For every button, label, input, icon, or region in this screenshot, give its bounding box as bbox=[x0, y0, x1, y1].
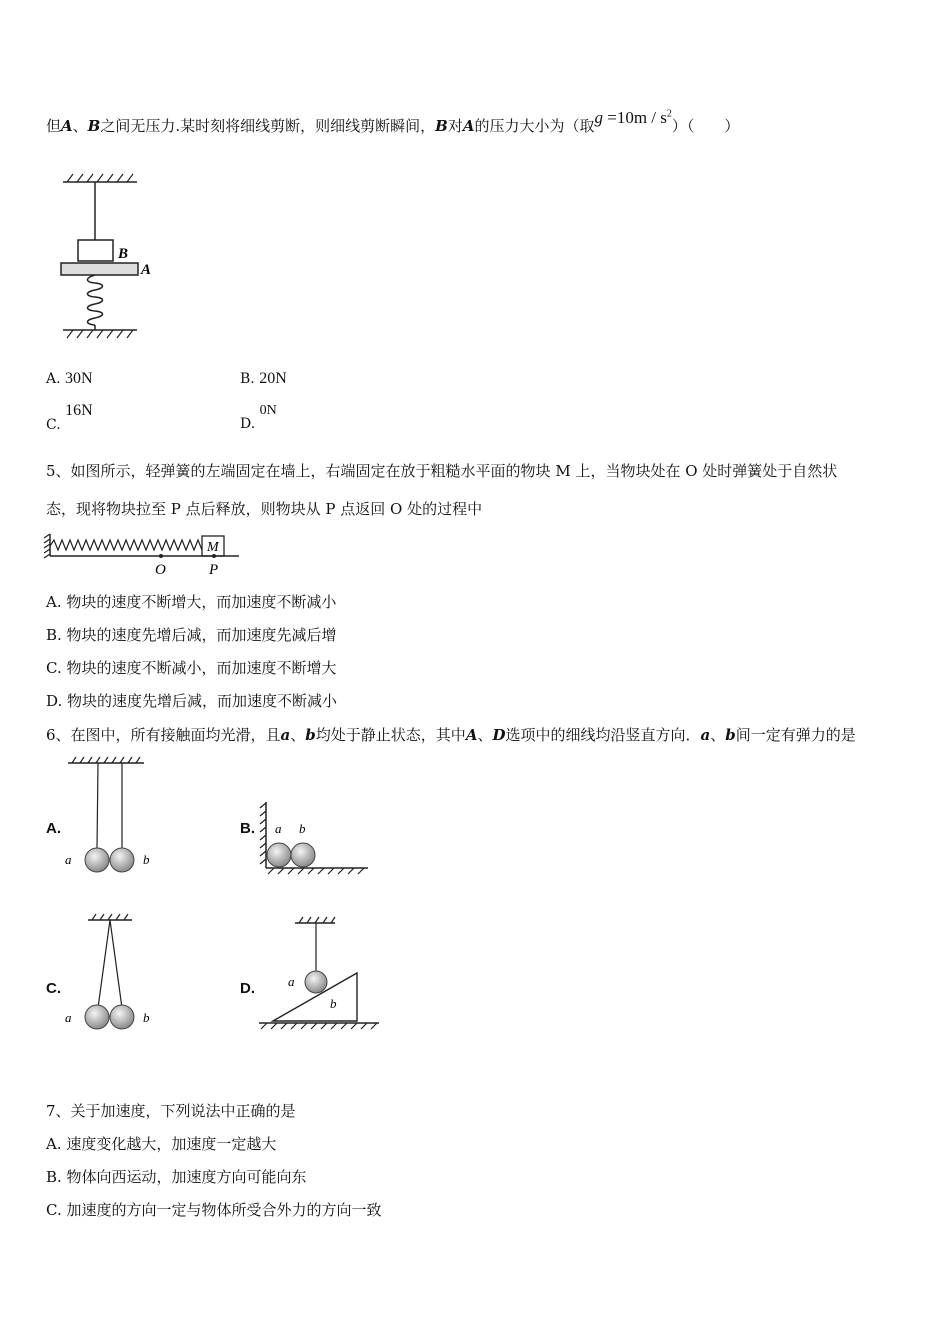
q6a-ball-b-label: b bbox=[143, 852, 150, 867]
q6-var-b: b bbox=[305, 726, 316, 744]
q6-label-c: C. bbox=[46, 980, 61, 997]
q6-figure-a bbox=[60, 755, 160, 875]
q5-fig-label-o: O bbox=[155, 562, 166, 578]
q4-stem-line bbox=[46, 108, 740, 136]
option-value: 30N bbox=[65, 370, 93, 387]
option-value: 0N bbox=[259, 403, 277, 418]
q5-option-c: C. 物块的速度不断减小，而加速度不断增大 bbox=[46, 659, 337, 677]
q6-label-d: D. bbox=[240, 980, 255, 997]
option-letter: C. bbox=[46, 417, 61, 433]
q4-option-a bbox=[46, 370, 93, 388]
q6-sep: 、 bbox=[290, 726, 306, 744]
option-letter: A. bbox=[46, 371, 61, 387]
q4-stem-var-a: A bbox=[61, 117, 73, 135]
q6b-ball-a-label: a bbox=[275, 821, 282, 836]
q4-stem-text-dui: 对 bbox=[447, 117, 463, 135]
q6-var-b2: b bbox=[725, 726, 736, 744]
q6a-ball-a-label: a bbox=[65, 852, 72, 867]
q5-fig-label-m: M bbox=[207, 540, 219, 555]
q6d-ball-a-label: a bbox=[288, 974, 295, 989]
q4-stem-var-b: B bbox=[87, 117, 101, 135]
q7-stem: 7、关于加速度，下列说法中正确的是 bbox=[46, 1102, 296, 1120]
q7-option-c: C. 加速度的方向一定与物体所受合外力的方向一致 bbox=[46, 1201, 382, 1219]
option-letter: D. bbox=[240, 416, 256, 432]
q4-option-d bbox=[240, 402, 277, 432]
q6-label-a: A. bbox=[46, 820, 61, 837]
q6-var-a: a bbox=[280, 726, 291, 744]
q6b-ball-b-label: b bbox=[299, 821, 306, 836]
q6d-wedge-b-label: b bbox=[330, 996, 337, 1011]
q4-stem-text-post: 的压力大小为（取 bbox=[474, 117, 595, 135]
q5-option-a: A. 物块的速度不断增大，而加速度不断减小 bbox=[46, 593, 337, 611]
q5-option-d: D. 物块的速度先增后减，而加速度不断减小 bbox=[46, 692, 338, 710]
q6-stem-line bbox=[46, 724, 856, 745]
q5-stem-line-2: 态，现将物块拉至 P 点后释放，则物块从 P 点返回 O 处的过程中 bbox=[46, 500, 483, 518]
q4-option-b bbox=[240, 370, 287, 388]
q6-label-b: B. bbox=[240, 820, 255, 837]
option-letter: B. bbox=[240, 371, 255, 387]
q6-sep3: 、 bbox=[710, 726, 726, 744]
q6c-ball-b-label: b bbox=[143, 1010, 150, 1025]
q6-sep2: 、 bbox=[477, 726, 493, 744]
q6-figure-c bbox=[60, 912, 160, 1037]
q5-option-b: B. 物块的速度先增后减，而加速度先减后增 bbox=[46, 626, 337, 644]
q4-stem-tail: ）（ ） bbox=[671, 117, 740, 135]
q5-fig-label-p: P bbox=[209, 562, 219, 578]
q4-formula-eq: =10m / s bbox=[607, 108, 667, 127]
q4-stem-var-b2: B bbox=[435, 117, 448, 135]
q6c-ball-a-label: a bbox=[65, 1010, 72, 1025]
q4-fig-label-b: B bbox=[118, 246, 129, 262]
q4-gravity-formula bbox=[595, 108, 672, 127]
q6-stem-t2: 均处于静止状态，其中 bbox=[315, 726, 466, 744]
q6-figure-d bbox=[255, 915, 385, 1035]
q4-option-c bbox=[46, 402, 93, 433]
q6-var-A: A bbox=[465, 726, 478, 744]
q5-stem-line-1: 5、如图所示，轻弹簧的左端固定在墙上，右端固定在放于粗糙水平面的物块 M 上，当物块处在 O 处时弹簧处于自然状 bbox=[46, 462, 838, 480]
q6-var-a2: a bbox=[700, 726, 711, 744]
option-value: 16N bbox=[65, 402, 93, 419]
q4-fig-label-a: A bbox=[141, 262, 152, 278]
q4-stem-var-a2: A bbox=[462, 117, 475, 135]
q6-figure-b bbox=[258, 800, 373, 880]
q4-formula-g: g bbox=[594, 108, 603, 127]
q4-stem-text-pre: 但 bbox=[46, 117, 62, 135]
q5-figure bbox=[44, 530, 244, 580]
q7-option-a: A. 速度变化越大，加速度一定越大 bbox=[46, 1135, 277, 1153]
q4-figure bbox=[55, 170, 165, 345]
q4-stem-sep: 、 bbox=[72, 117, 88, 135]
q6-stem-t1: 6、在图中，所有接触面均光滑，且 bbox=[46, 726, 281, 744]
q4-stem-text-mid: 之间无压力.某时刻将细线剪断，则细线剪断瞬间， bbox=[100, 117, 436, 135]
q6-stem-t4: 间一定有弹力的是 bbox=[735, 726, 856, 744]
q7-option-b: B. 物体向西运动，加速度方向可能向东 bbox=[46, 1168, 307, 1186]
option-value: 20N bbox=[259, 370, 287, 387]
q4-formula-sup: 2 bbox=[666, 108, 672, 120]
q6-stem-t3: 选项中的细线均沿竖直方向． bbox=[505, 726, 701, 744]
q6-var-D: D bbox=[492, 726, 506, 744]
